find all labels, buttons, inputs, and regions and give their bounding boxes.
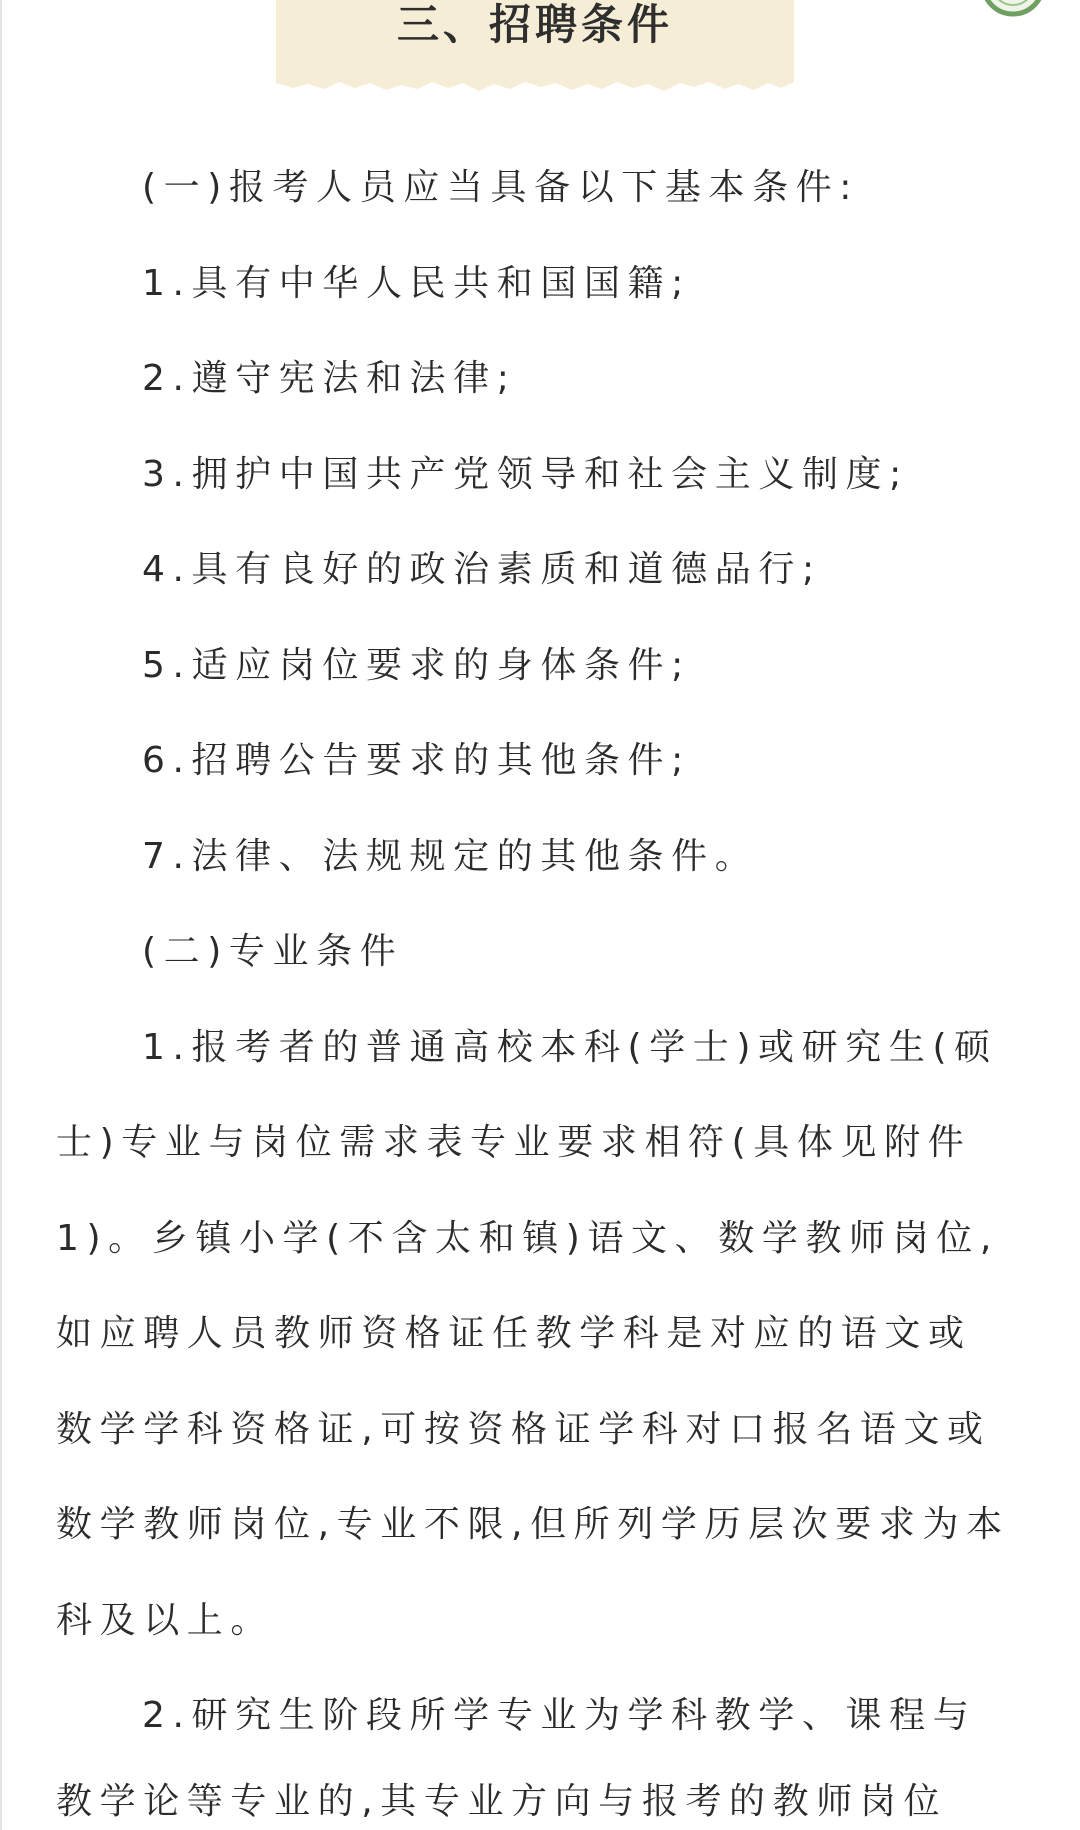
torn-paper-edge	[276, 74, 794, 94]
article-body	[56, 140, 1014, 1764]
basic-condition-item: 2.遵守宪法和法律;	[142, 358, 517, 399]
green-circle-badge-icon	[980, 0, 1046, 18]
major-condition-paragraph-2-continued: 教学论等专业的,其专业方向与报考的教师岗位	[56, 1782, 948, 1822]
basic-condition-item: 7.法律、法规规定的其他条件。	[142, 835, 759, 877]
page-left-border	[0, 0, 2, 1830]
basic-condition-item: 4.具有良好的政治素质和道德品行;	[142, 549, 822, 590]
basic-condition-item: 1.具有中华人民共和国国籍;	[142, 262, 691, 304]
major-condition-paragraph-1: 1.报考者的普通高校本科(学士)或研究生(硕士)专业与岗位需求表专业要求相符(具体见附件1)。乡镇小学(不含太和镇)语文、数学教师岗位,如应聘人员教师资格证任教学科是对应的语文或数学学科资格证,可按资格证学科对口报名语文或数学教师岗位,专业不限,但所列学历层次要求为本科及以上。	[56, 1026, 1010, 1641]
basic-condition-item: 5.适应岗位要求的身体条件;	[142, 644, 691, 686]
basic-condition-item: 3.拥护中国共产党领导和社会主义制度;	[142, 453, 909, 495]
section-title-banner	[276, 0, 794, 80]
basic-condition-item: 6.招聘公告要求的其他条件;	[142, 740, 691, 781]
major-condition-paragraph-2: 2.研究生阶段所学专业为学科教学、课程与	[142, 1695, 977, 1736]
major-conditions-heading: (二)专业条件	[142, 931, 404, 972]
basic-conditions-heading: (一)报考人员应当具备以下基本条件:	[142, 167, 860, 208]
section-title: 三、招聘条件	[396, 0, 673, 49]
